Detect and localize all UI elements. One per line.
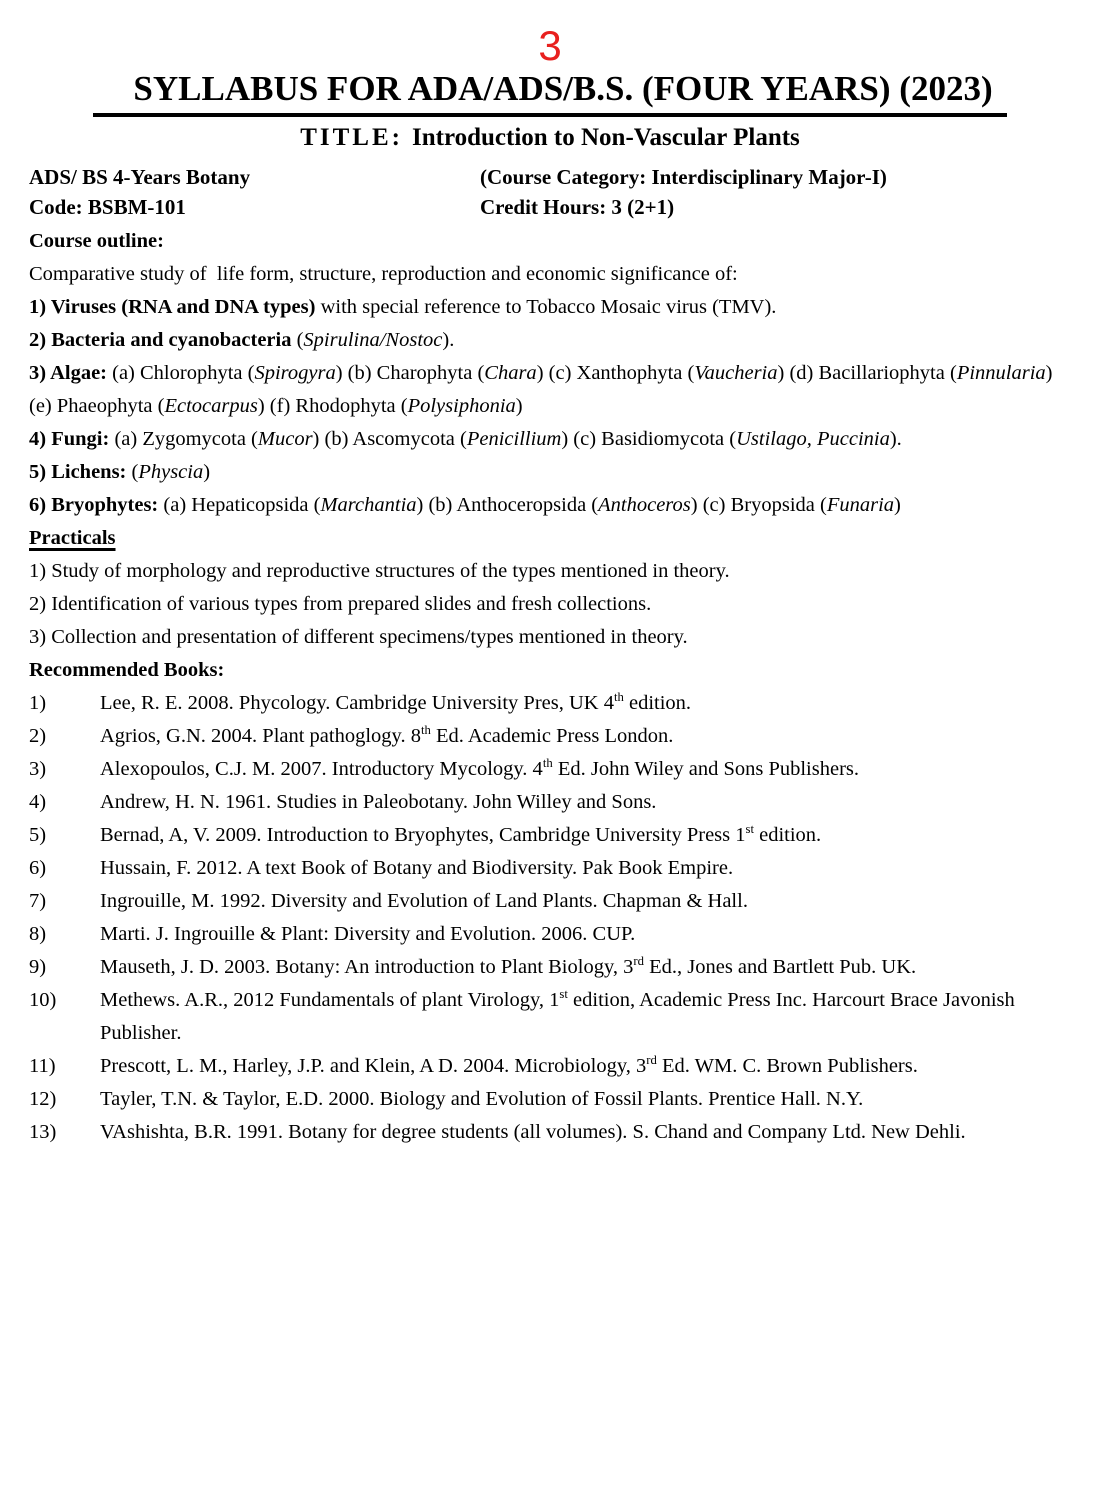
course-outline-intro: Comparative study of life form, structure, reproduction and economic significance of: bbox=[29, 263, 738, 285]
book-item bbox=[29, 951, 1071, 984]
book-text: Lee, R. E. 2008. Phycology. Cambridge University Pres, UK 4th edition. bbox=[100, 690, 692, 714]
book-number: 4) bbox=[29, 791, 47, 813]
book-text: Andrew, H. N. 1961. Studies in Paleobotany. John Willey and Sons. bbox=[100, 791, 657, 813]
course-outline-list bbox=[29, 291, 1071, 522]
practicals-heading-text: Practicals bbox=[29, 527, 116, 549]
book-text: Hussain, F. 2012. A text Book of Botany and Biodiversity. Pak Book Empire. bbox=[100, 857, 734, 879]
book-number: 5) bbox=[29, 824, 47, 846]
course-info bbox=[29, 162, 1071, 222]
course-info-row-2 bbox=[29, 192, 1071, 222]
outline-item: 6) Bryophytes: (a) Hepaticopsida (Marchantia) (b) Anthoceropsida (Anthoceros) (c) Bryopsida (Funaria) bbox=[29, 494, 901, 516]
book-item bbox=[29, 687, 1071, 720]
book-text: Alexopoulos, C.J. M. 2007. Introductory Mycology. 4th Ed. John Wiley and Sons Publishers. bbox=[100, 756, 860, 780]
page-number: 3 bbox=[538, 22, 562, 69]
page-title: SYLLABUS FOR ADA/ADS/B.S. (FOUR YEARS) (2023) bbox=[93, 70, 1006, 117]
books-heading: Recommended Books: bbox=[29, 659, 225, 681]
course-title-text: Introduction to Non-Vascular Plants bbox=[411, 124, 800, 151]
book-number: 2) bbox=[29, 725, 47, 747]
practical-item: 1) Study of morphology and reproductive structures of the types mentioned in theory. bbox=[29, 560, 730, 582]
course-category: (Course Category: Interdisciplinary Major-I) bbox=[480, 165, 887, 189]
book-item bbox=[29, 984, 1071, 1050]
book-item bbox=[29, 753, 1071, 786]
book-item bbox=[29, 918, 1071, 951]
book-text: Agrios, G.N. 2004. Plant pathoglogy. 8th Ed. Academic Press London. bbox=[100, 723, 674, 747]
book-text: Mauseth, J. D. 2003. Botany: An introduction to Plant Biology, 3rd Ed., Jones and Bartlett Pub. UK. bbox=[100, 954, 917, 978]
book-number: 12) bbox=[29, 1088, 57, 1110]
book-item bbox=[29, 1083, 1071, 1116]
course-title bbox=[29, 123, 1071, 153]
outline-item: 4) Fungi: (a) Zygomycota (Mucor) (b) Ascomycota (Penicillium) (c) Basidiomycota (Ustilago, Puccinia). bbox=[29, 428, 902, 450]
book-item bbox=[29, 885, 1071, 918]
book-number: 1) bbox=[29, 692, 47, 714]
course-outline-heading: Course outline: bbox=[29, 230, 164, 252]
outline-item: 5) Lichens: (Physcia) bbox=[29, 461, 211, 483]
book-number: 6) bbox=[29, 857, 47, 879]
book-text: Bernad, A, V. 2009. Introduction to Bryophytes, Cambridge University Press 1st edition. bbox=[100, 822, 822, 846]
book-text: Marti. J. Ingrouille & Plant: Diversity and Evolution. 2006. CUP. bbox=[100, 923, 636, 945]
book-item bbox=[29, 819, 1071, 852]
practical-item: 3) Collection and presentation of different specimens/types mentioned in theory. bbox=[29, 626, 688, 648]
book-number: 7) bbox=[29, 890, 47, 912]
book-item bbox=[29, 852, 1071, 885]
book-text: VAshishta, B.R. 1991. Botany for degree students (all volumes). S. Chand and Company Ltd. New Dehli. bbox=[100, 1121, 966, 1143]
course-code: Code: BSBM-101 bbox=[29, 195, 186, 219]
book-text: Ingrouille, M. 1992. Diversity and Evolution of Land Plants. Chapman & Hall. bbox=[100, 890, 748, 912]
book-text: Prescott, L. M., Harley, J.P. and Klein, A D. 2004. Microbiology, 3rd Ed. WM. C. Brown Publishers. bbox=[100, 1053, 918, 1077]
credit-hours: Credit Hours: 3 (2+1) bbox=[480, 195, 675, 219]
practicals-heading bbox=[29, 522, 1071, 555]
book-item bbox=[29, 786, 1071, 819]
book-text: Tayler, T.N. & Taylor, E.D. 2000. Biology and Evolution of Fossil Plants. Prentice Hall. N.Y. bbox=[100, 1088, 864, 1110]
book-number: 10) bbox=[29, 989, 57, 1011]
book-item bbox=[29, 720, 1071, 753]
book-number: 8) bbox=[29, 923, 47, 945]
book-text: Methews. A.R., 2012 Fundamentals of plant Virology, 1st edition, Academic Press Inc. Harcourt Brace Javonish Publisher. bbox=[100, 987, 1015, 1044]
book-number: 13) bbox=[29, 1121, 57, 1143]
book-item bbox=[29, 1116, 1071, 1149]
course-title-label: TITLE: bbox=[300, 124, 403, 151]
outline-item: 2) Bacteria and cyanobacteria (Spirulina/Nostoc). bbox=[29, 329, 455, 351]
book-number: 9) bbox=[29, 956, 47, 978]
book-item bbox=[29, 1050, 1071, 1083]
outline-item: 1) Viruses (RNA and DNA types) with special reference to Tobacco Mosaic virus (TMV). bbox=[29, 296, 777, 318]
book-number: 3) bbox=[29, 758, 47, 780]
outline-item: 3) Algae: (a) Chlorophyta (Spirogyra) (b) Charophyta (Chara) (c) Xanthophyta (Vaucheria) (d) Bacillariophyta (Pinnularia) (e) Phaeophyta (Ectocarpus) (f) Rhodophyta (Polysiphonia) bbox=[29, 362, 1058, 417]
program-name: ADS/ BS 4-Years Botany bbox=[29, 165, 251, 189]
content bbox=[29, 225, 1071, 1149]
practical-item: 2) Identification of various types from prepared slides and fresh collections. bbox=[29, 593, 652, 615]
book-number: 11) bbox=[29, 1055, 56, 1077]
heading-wrap bbox=[29, 70, 1071, 117]
books-list bbox=[29, 687, 1071, 1149]
practicals-list bbox=[29, 555, 1071, 654]
course-info-row-1 bbox=[29, 162, 1071, 192]
